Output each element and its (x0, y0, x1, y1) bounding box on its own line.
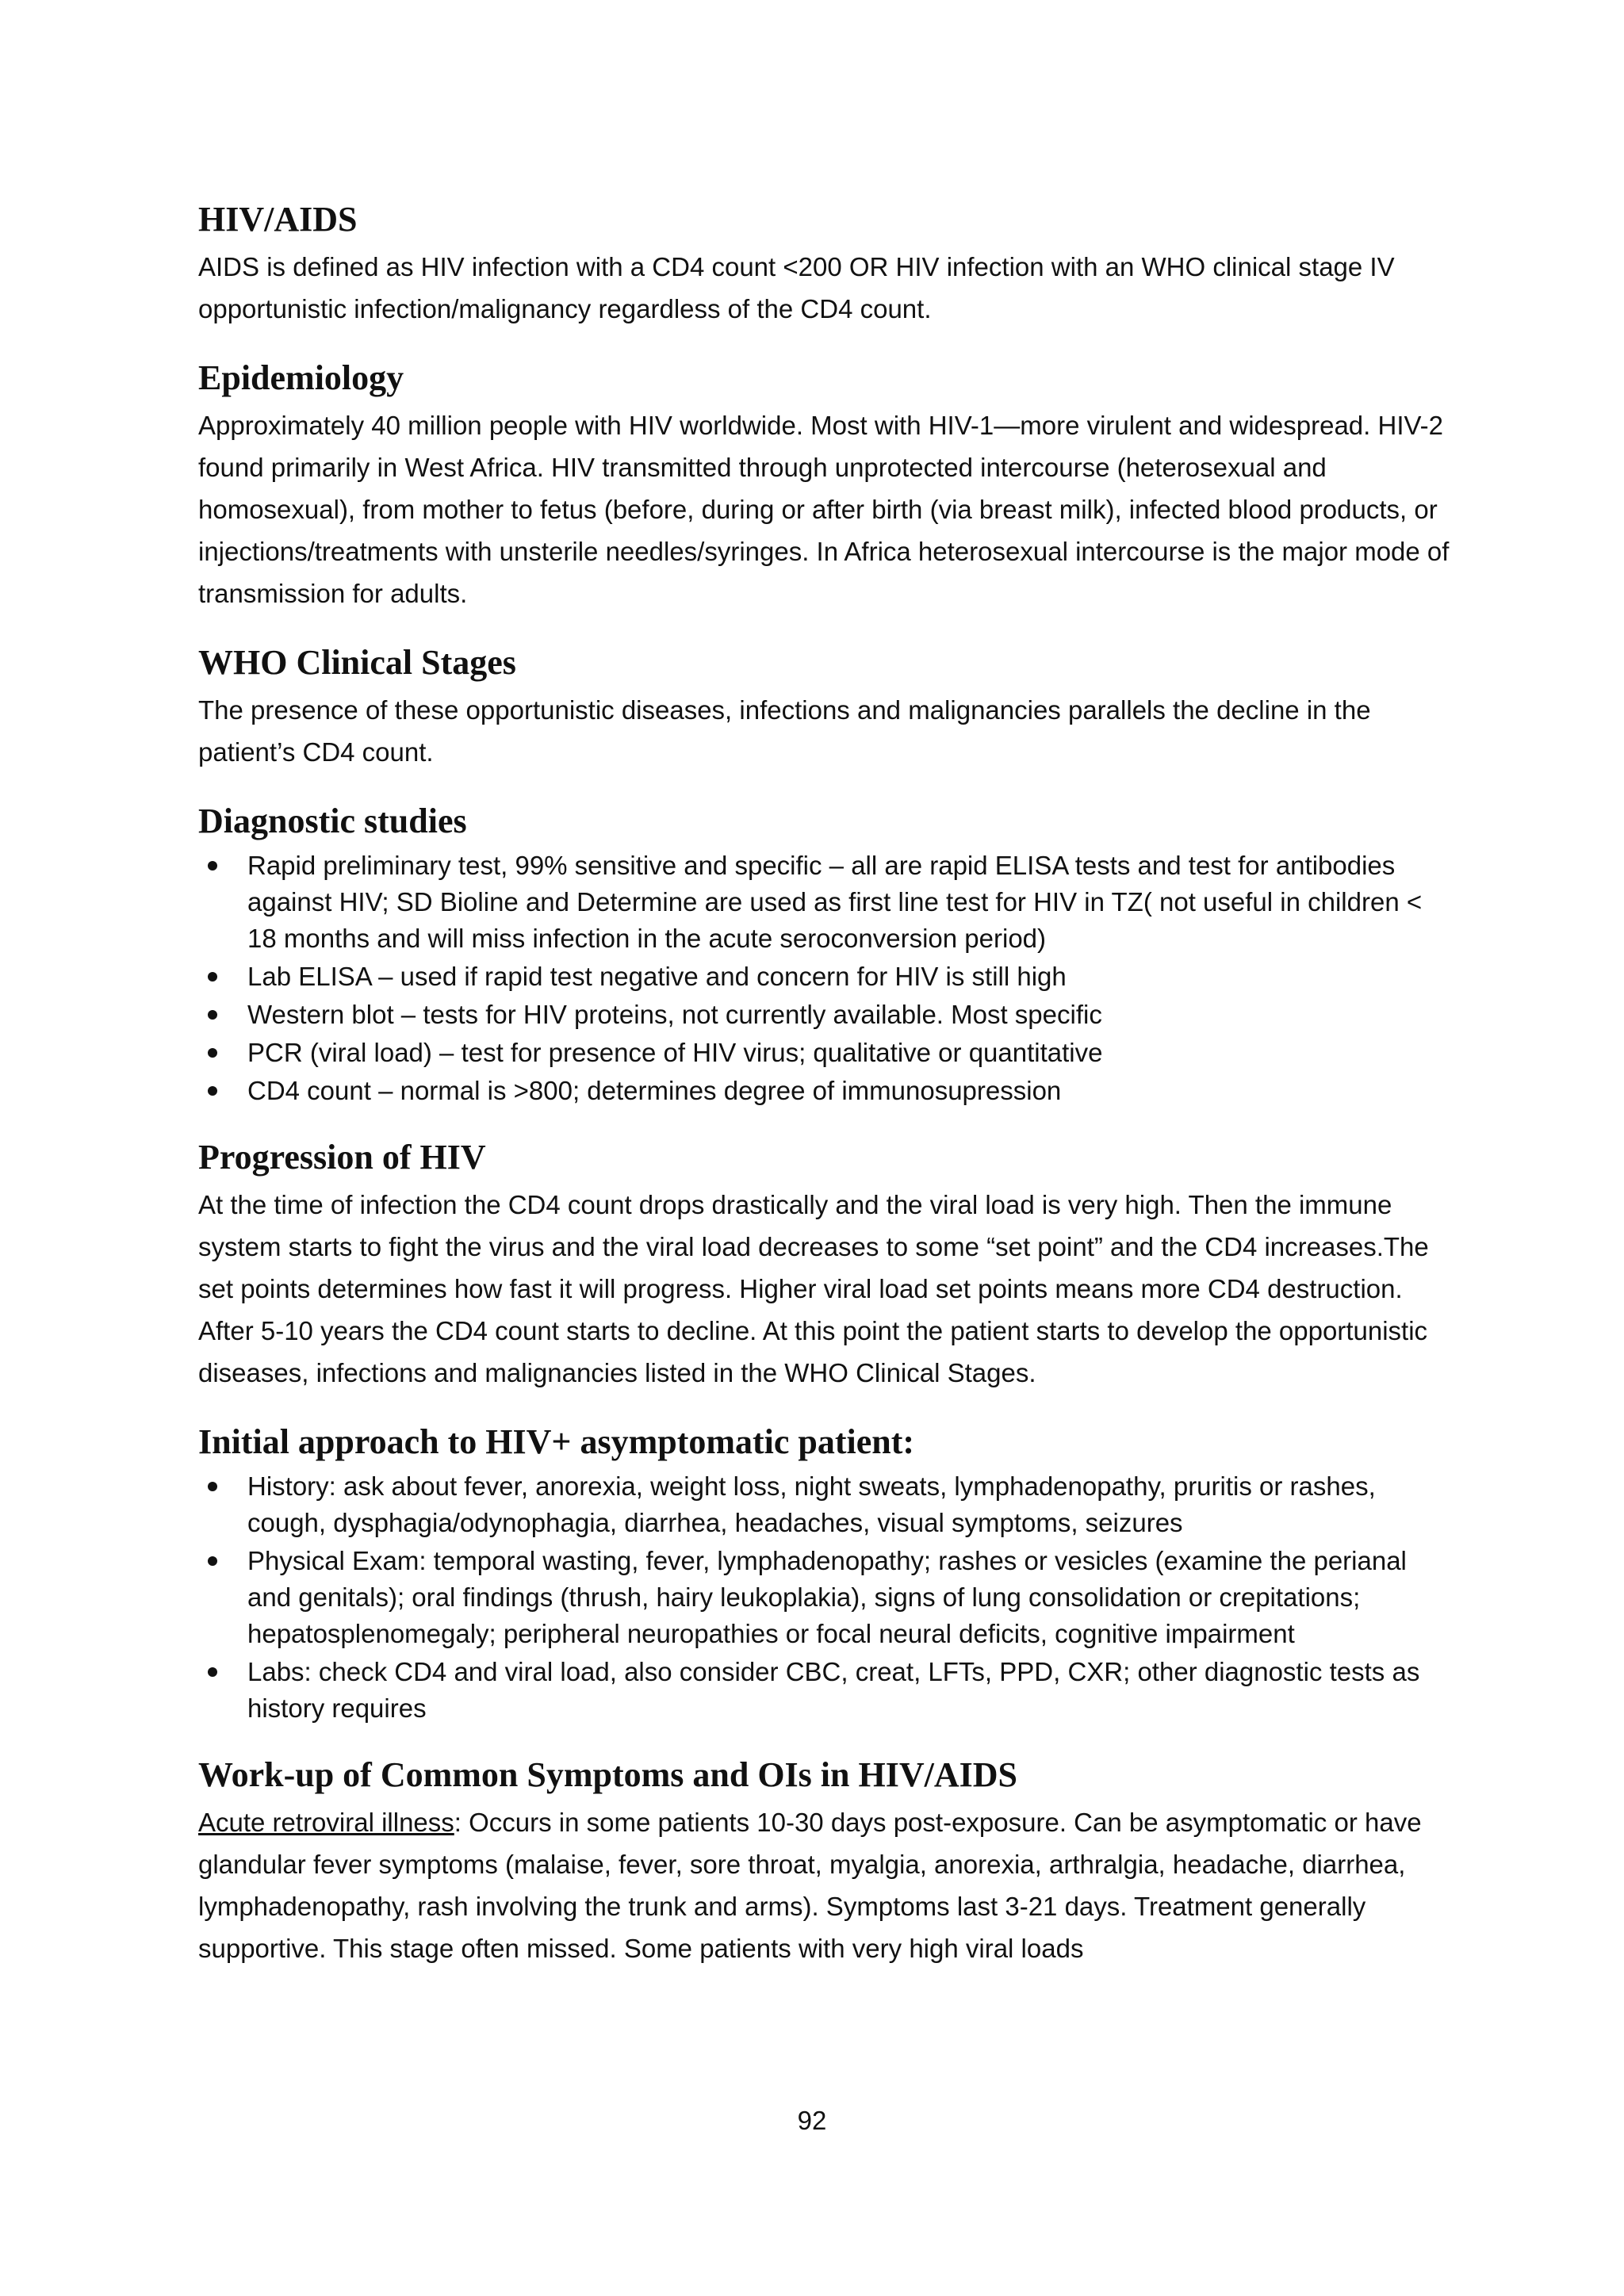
section-progression (198, 1136, 1451, 1394)
list-item: History: ask about fever, anorexia, weight loss, night sweats, lymphadenopathy, pruritis or rashes, cough, dysphagia/odynophagia, diarrhea, headaches, visual symptoms, seizures (198, 1468, 1451, 1541)
section-initial-approach (198, 1421, 1451, 1727)
acute-retroviral-text: : Occurs in some patients 10-30 days post-exposure. Can be asymptomatic or have glandular fever symptoms (malaise, fever, sore throat, myalgia, anorexia, arthralgia, headache, diarrhea, lymphadenopathy, rash involving the trunk and arms). Symptoms last 3-21 days. Treatment generally supportive. This stage often missed. Some patients with very high viral loads (198, 1808, 1422, 1963)
list-item: Physical Exam: temporal wasting, fever, lymphadenopathy; rashes or vesicles (examine the perianal and genitals); oral findings (thrush, hairy leukoplakia), signs of lung consolidation or crepitations; hepatosplenomegaly; peripheral neuropathies or focal neural deficits, cognitive impairment (198, 1543, 1451, 1652)
heading-workup: Work-up of Common Symptoms and OIs in HIV/AIDS (198, 1755, 1017, 1794)
paragraph-epidemiology: Approximately 40 million people with HIV worldwide. Most with HIV-1—more virulent and widespread. HIV-2 found primarily in West Africa. HIV transmitted through unprotected intercourse (heterosexual and homosexual), from mother to fetus (before, during or after birth (via breast milk), infected blood products, or injections/treatments with unsterile needles/syringes. In Africa heterosexual intercourse is the major mode of transmission for adults. (198, 411, 1450, 608)
list-item: CD4 count – normal is >800; determines degree of immunosupression (198, 1073, 1451, 1109)
list-item: PCR (viral load) – test for presence of HIV virus; qualitative or quantitative (198, 1035, 1451, 1071)
section-workup (198, 1754, 1451, 1969)
heading-epidemiology: Epidemiology (198, 358, 404, 397)
paragraph-acute-retroviral (198, 1801, 1451, 1969)
heading-diagnostic: Diagnostic studies (198, 802, 467, 840)
section-epidemiology (198, 357, 1451, 614)
paragraph-aids-definition: AIDS is defined as HIV infection with a CD4 count <200 OR HIV infection with an WHO clinical stage IV opportunistic infection/malignancy regardless of the CD4 count. (198, 252, 1395, 323)
section-hiv-aids (198, 198, 1451, 330)
diagnostic-list (198, 848, 1451, 1109)
section-diagnostic (198, 800, 1451, 1109)
heading-who-stages: WHO Clinical Stages (198, 643, 516, 682)
paragraph-who-stages: The presence of these opportunistic diseases, infections and malignancies parallels the decline in the patient’s CD4 count. (198, 695, 1371, 767)
initial-approach-list (198, 1468, 1451, 1727)
section-who-stages (198, 641, 1451, 773)
term-acute-retroviral-illness: Acute retroviral illness (198, 1808, 454, 1837)
paragraph-progression: At the time of infection the CD4 count drops drastically and the viral load is very high. Then the immune system starts to fight the virus and the viral load decreases to some “set point” and the CD4 increases.The set points determines how fast it will progress. Higher viral load set points means more CD4 destruction. After 5-10 years the CD4 count starts to decline. At this point the patient starts to develop the opportunistic diseases, infections and malignancies listed in the WHO Clinical Stages. (198, 1190, 1429, 1387)
list-item: Labs: check CD4 and viral load, also consider CBC, creat, LFTs, PPD, CXR; other diagnostic tests as history requires (198, 1654, 1451, 1727)
list-item: Rapid preliminary test, 99% sensitive and specific – all are rapid ELISA tests and test for antibodies against HIV; SD Bioline and Determine are used as first line test for HIV in TZ( not useful in children < 18 months and will miss infection in the acute seroconversion period) (198, 848, 1451, 957)
page-number: 92 (797, 2106, 827, 2135)
heading-hiv-aids: HIV/AIDS (198, 200, 358, 239)
list-item: Lab ELISA – used if rapid test negative and concern for HIV is still high (198, 959, 1451, 995)
list-item: Western blot – tests for HIV proteins, not currently available. Most specific (198, 997, 1451, 1033)
document-page (198, 198, 1451, 1996)
heading-progression: Progression of HIV (198, 1138, 486, 1177)
heading-initial-approach: Initial approach to HIV+ asymptomatic patient: (198, 1422, 915, 1461)
